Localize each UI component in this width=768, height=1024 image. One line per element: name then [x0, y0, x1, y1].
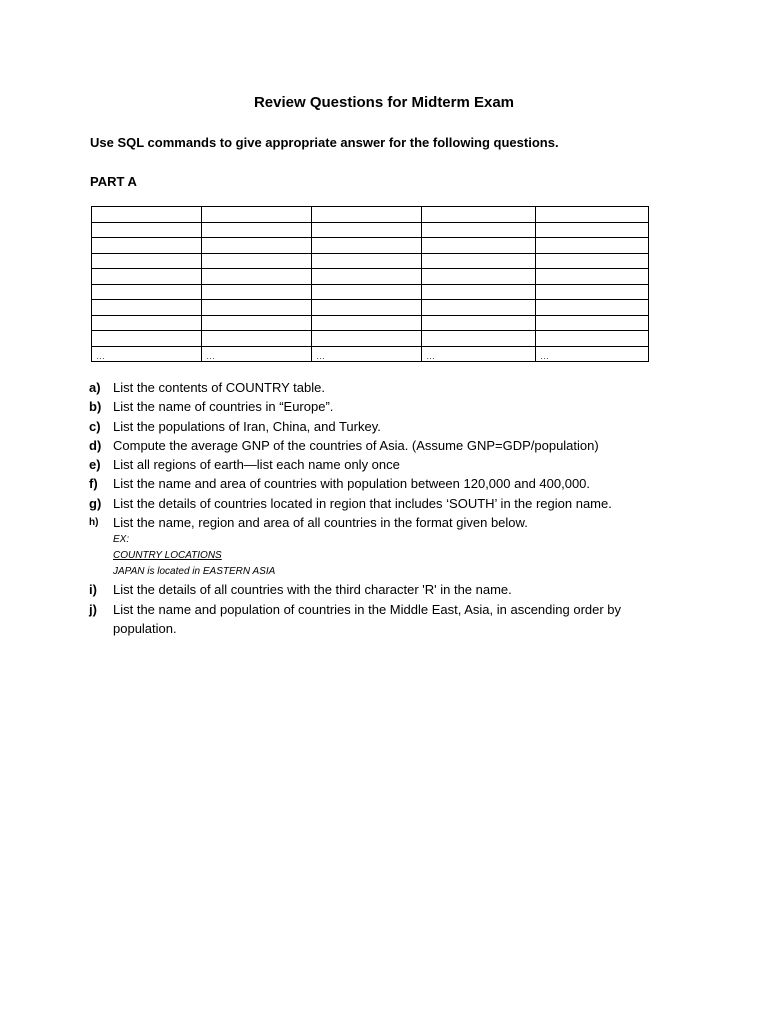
- table-cell: [536, 238, 649, 254]
- ellipsis-cell: …: [92, 346, 202, 362]
- table-cell: [92, 284, 202, 300]
- question-label: g): [89, 495, 102, 511]
- question-label: f): [89, 476, 98, 492]
- table-cell: [312, 300, 422, 316]
- question-label: c): [89, 418, 101, 434]
- table-cell: [536, 207, 649, 223]
- table-cell: [202, 222, 312, 238]
- table-cell: [536, 331, 649, 347]
- question-label: e): [89, 457, 101, 473]
- question-item: [89, 580, 679, 599]
- question-label: j): [89, 601, 97, 617]
- table-cell: [312, 207, 422, 223]
- table-cell: [422, 207, 536, 223]
- table-cell: [92, 253, 202, 269]
- table-row: [92, 300, 649, 316]
- question-list: [89, 378, 679, 638]
- table-cell: [202, 315, 312, 331]
- question-text: List the details of all countries with the third character 'R' in the name.: [113, 582, 512, 598]
- ellipsis-cell: …: [312, 346, 422, 362]
- table-cell: [422, 222, 536, 238]
- example-block: [113, 532, 679, 580]
- table-row: [92, 238, 649, 254]
- table-cell: [202, 238, 312, 254]
- question-item: [89, 474, 679, 493]
- table-row: [92, 331, 649, 347]
- table-cell: [312, 269, 422, 285]
- ellipsis-cell: …: [536, 346, 649, 362]
- question-label: i): [89, 582, 97, 598]
- table-cell: [202, 253, 312, 269]
- table-cell: [312, 315, 422, 331]
- table-cell: [536, 300, 649, 316]
- question-item: [89, 417, 679, 436]
- table-cell: [312, 284, 422, 300]
- question-text: List the name, region and area of all countries in the format given below.: [113, 515, 528, 531]
- table-row-ellipsis: [92, 346, 649, 362]
- question-item: [89, 513, 679, 580]
- question-text: List the name and area of countries with population between 120,000 and 400,000.: [113, 476, 591, 492]
- table-cell: [422, 238, 536, 254]
- document-title: Review Questions for Midterm Exam: [253, 94, 515, 111]
- question-label: d): [89, 437, 102, 453]
- table-cell: [92, 207, 202, 223]
- table-cell: [312, 331, 422, 347]
- question-item: [89, 455, 679, 474]
- question-text: List the contents of COUNTRY table.: [113, 380, 325, 395]
- question-text: List the name and population of countries in the Middle East, Asia, in ascending order by population.: [113, 601, 622, 636]
- answer-table: [91, 206, 649, 362]
- question-item: [89, 494, 679, 513]
- table-cell: [312, 253, 422, 269]
- table-row: [92, 315, 649, 331]
- table-cell: [312, 238, 422, 254]
- table-cell: [422, 300, 536, 316]
- table-cell: [422, 284, 536, 300]
- ellipsis-cell: …: [422, 346, 536, 362]
- table-cell: [536, 315, 649, 331]
- question-item: [89, 600, 679, 639]
- table-cell: [536, 269, 649, 285]
- section-heading: PART A: [90, 174, 137, 189]
- question-item: [89, 378, 679, 397]
- table-cell: [92, 222, 202, 238]
- table-row: [92, 253, 649, 269]
- table-cell: [92, 315, 202, 331]
- example-prefix: EX:: [113, 534, 130, 546]
- table-cell: [536, 222, 649, 238]
- table-cell: [202, 300, 312, 316]
- table-cell: [536, 284, 649, 300]
- ellipsis-cell: …: [202, 346, 312, 362]
- table-row: [92, 222, 649, 238]
- example-heading: COUNTRY LOCATIONS: [113, 550, 222, 562]
- question-text: List all regions of earth—list each name only once: [113, 457, 400, 473]
- table-cell: [312, 222, 422, 238]
- table-cell: [202, 207, 312, 223]
- instruction-text: Use SQL commands to give appropriate answer for the following questions.: [90, 135, 559, 150]
- table-row: [92, 207, 649, 223]
- question-item: [89, 397, 679, 416]
- example-line: JAPAN is located in EASTERN ASIA: [113, 566, 276, 578]
- question-text: List the name of countries in “Europe”.: [113, 399, 334, 415]
- table-cell: [202, 331, 312, 347]
- table-cell: [92, 300, 202, 316]
- table-cell: [422, 331, 536, 347]
- question-item: [89, 436, 679, 455]
- table-cell: [422, 253, 536, 269]
- question-label: h): [89, 517, 99, 529]
- table-cell: [536, 253, 649, 269]
- question-text: List the details of countries located in region that includes ‘SOUTH’ in the region name.: [113, 495, 612, 511]
- table-cell: [92, 269, 202, 285]
- table-cell: [422, 269, 536, 285]
- table-cell: [422, 315, 536, 331]
- question-label: a): [89, 380, 101, 395]
- question-label: b): [89, 399, 102, 415]
- table-row: [92, 284, 649, 300]
- table-cell: [92, 331, 202, 347]
- question-text: List the populations of Iran, China, and Turkey.: [113, 418, 381, 434]
- table-cell: [92, 238, 202, 254]
- table-cell: [202, 269, 312, 285]
- table-cell: [202, 284, 312, 300]
- question-text: Compute the average GNP of the countries of Asia. (Assume GNP=GDP/population): [113, 437, 599, 453]
- table-row: [92, 269, 649, 285]
